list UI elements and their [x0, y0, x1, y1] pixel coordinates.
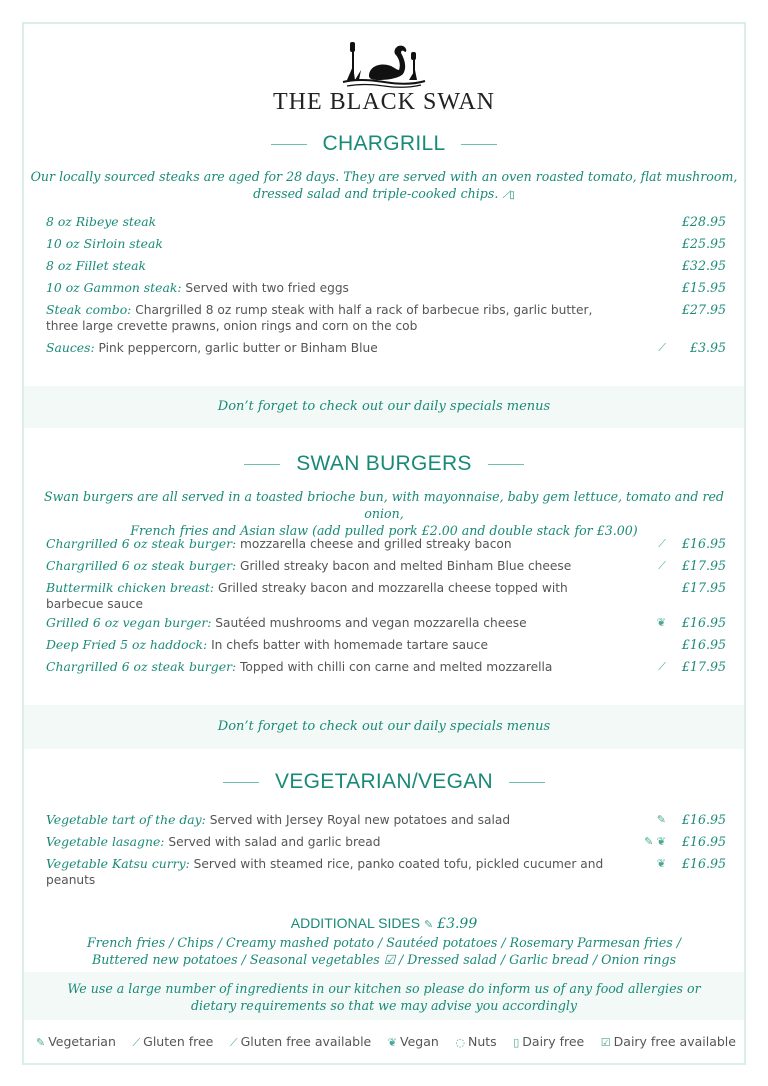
item-description: Served with two fried eggs — [181, 281, 349, 295]
item-price: £16.95 — [681, 536, 726, 551]
legend-item — [230, 1034, 371, 1050]
sides-list-line-1: French fries / Chips / Creamy mashed potato / Sautéed potatoes / Rosemary Parmesan fries / — [87, 935, 681, 950]
vegan-icon: ❦ — [387, 1036, 398, 1049]
menu-item — [46, 834, 726, 850]
gluten-free-available-icon: ⟋ — [229, 1036, 238, 1049]
menu-item — [46, 856, 726, 888]
legend-item — [132, 1034, 213, 1050]
divider-line — [509, 782, 545, 783]
swan-logo-icon — [339, 40, 429, 88]
item-name: 10 oz Gammon steak: — [46, 280, 182, 295]
specials-note-band: Don’t forget to check out our daily specials menus — [24, 386, 744, 428]
item-description: Topped with chilli con carne and melted mozzarella — [236, 660, 553, 674]
allergy-note-band: We use a large number of ingredients in our kitchen so please do inform us of any food allergies or dietary requirements so that we may advise you accordingly — [24, 972, 744, 1020]
menu-item — [46, 236, 726, 252]
divider-line — [271, 144, 307, 145]
item-price: £17.95 — [681, 659, 726, 674]
item-name: Chargrilled 6 oz steak burger: — [46, 536, 237, 551]
item-description: Sautéed mushrooms and vegan mozzarella cheese — [211, 616, 527, 630]
vegan-icon: ❦ — [656, 616, 666, 629]
gluten-free-icon: ⟋ — [658, 537, 666, 550]
item-name: Vegetable Katsu curry: — [46, 856, 190, 871]
specials-note-band-2: Don’t forget to check out our daily specials menus — [24, 705, 744, 749]
vegan-icon: ❦ — [656, 857, 666, 870]
gluten-free-icon: ⟋▯ — [502, 190, 515, 201]
divider-line — [461, 144, 497, 145]
legend-item — [36, 1034, 116, 1050]
item-description: In chefs batter with homemade tartare sauce — [207, 638, 488, 652]
item-price: £17.95 — [681, 580, 726, 595]
dairy-free-icon: ▯ — [513, 1036, 520, 1049]
vegetarian-icon: ✎ — [424, 919, 434, 931]
sides-list-line-2: Buttered new potatoes / Seasonal vegetables ☑ / Dressed salad / Garlic bread / Onion rings — [91, 952, 677, 967]
legend-label: Gluten free — [143, 1034, 214, 1049]
chargrill-items — [46, 214, 726, 362]
item-price: £32.95 — [681, 258, 726, 273]
legend-label: Nuts — [467, 1034, 497, 1049]
menu-item — [46, 258, 726, 274]
gluten-free-icon: ⟋ — [658, 559, 666, 572]
logo — [0, 40, 768, 114]
legend-label: Vegetarian — [48, 1034, 116, 1049]
item-price: £16.95 — [681, 637, 726, 652]
item-price: £3.95 — [689, 340, 726, 355]
divider-line — [223, 782, 259, 783]
item-name: Deep Fried 5 oz haddock: — [46, 637, 208, 652]
item-description: Pink peppercorn, garlic butter or Binham Blue — [94, 341, 378, 355]
legend-label: Gluten free available — [240, 1034, 372, 1049]
menu-item — [46, 812, 726, 828]
item-price: £16.95 — [681, 615, 726, 630]
vegetarian-icon: ✎ — [644, 835, 657, 848]
item-description: Served with steamed rice, panko coated tofu, pickled cucumer and peanuts — [46, 857, 604, 887]
section-title-vegetarian: VEGETARIAN/VEGAN — [0, 770, 768, 794]
brand-name: THE BLACK SWAN — [273, 89, 495, 115]
vegetarian-items — [46, 812, 726, 894]
item-price: £15.95 — [681, 280, 726, 295]
nuts-icon: ◌ — [455, 1036, 465, 1049]
item-description: Grilled streaky bacon and mozzarella cheese topped with barbecue sauce — [46, 581, 568, 611]
dietary-legend — [36, 1034, 736, 1050]
item-description: Grilled streaky bacon and melted Binham Blue cheese — [236, 559, 572, 573]
sides-price: £3.99 — [437, 916, 478, 932]
item-description: Served with salad and garlic bread — [164, 835, 381, 849]
item-name: Grilled 6 oz vegan burger: — [46, 615, 212, 630]
item-description: Chargrilled 8 oz rump steak with half a rack of barbecue ribs, garlic butter, three large crevette prawns, onion rings and corn on the cob — [46, 303, 593, 333]
item-name: Chargrilled 6 oz steak burger: — [46, 659, 237, 674]
divider-line — [244, 464, 280, 465]
item-description: mozzarella cheese and grilled streaky bacon — [236, 537, 512, 551]
item-name: Vegetable tart of the day: — [46, 812, 206, 827]
menu-item — [46, 302, 726, 334]
sides-title: ADDITIONAL SIDES — [290, 915, 421, 931]
item-name: Sauces: — [46, 340, 95, 355]
menu-item — [46, 580, 726, 612]
legend-label: Dairy free — [522, 1034, 585, 1049]
item-name: 8 oz Fillet steak — [46, 258, 147, 273]
menu-item — [46, 659, 726, 675]
section-title-burgers: SWAN BURGERS — [0, 452, 768, 476]
legend-item — [601, 1034, 736, 1050]
item-price: £27.95 — [681, 302, 726, 317]
item-name: Chargrilled 6 oz steak burger: — [46, 558, 237, 573]
item-name: Vegetable lasagne: — [46, 834, 165, 849]
legend-label: Dairy free available — [613, 1034, 736, 1049]
item-price: £17.95 — [681, 558, 726, 573]
gluten-free-icon: ⟋ — [658, 660, 666, 673]
gluten-free-icon: ⟋ — [132, 1036, 141, 1049]
item-price: £16.95 — [681, 812, 726, 827]
item-name: Steak combo: — [46, 302, 132, 317]
menu-item — [46, 615, 726, 631]
item-price: £16.95 — [681, 856, 726, 871]
menu-item — [46, 536, 726, 552]
menu-item — [46, 280, 726, 296]
chargrill-intro: Our locally sourced steaks are aged for 28 days. They are served with an oven roasted tomato, flat mushroom, dressed salad and triple-cooked chips. ⟋▯ — [30, 169, 738, 201]
burgers-intro: Swan burgers are all served in a toasted brioche bun, with mayonnaise, baby gem lettuce, tomato and red onion, French fries and Asian slaw (add pulled pork £2.00 and double stack for £3.00) — [44, 489, 724, 538]
item-price: £25.95 — [681, 236, 726, 251]
burgers-items — [46, 536, 726, 681]
item-price: £28.95 — [681, 214, 726, 229]
legend-item — [388, 1034, 439, 1050]
section-title-chargrill: CHARGRILL — [0, 132, 768, 156]
item-price: £16.95 — [681, 834, 726, 849]
item-name: 10 oz Sirloin steak — [46, 236, 163, 251]
menu-item — [46, 214, 726, 230]
gluten-free-icon: ⟋ — [658, 341, 666, 354]
divider-line — [488, 464, 524, 465]
vegetarian-icon: ✎ — [656, 813, 666, 826]
additional-sides — [0, 914, 768, 968]
dairy-free-available-icon: ☑ — [600, 1036, 611, 1049]
menu-item — [46, 558, 726, 574]
legend-item — [455, 1034, 496, 1050]
item-description: Served with Jersey Royal new potatoes and salad — [205, 813, 511, 827]
vegan-icon: ❦ — [656, 835, 666, 848]
legend-item — [513, 1034, 584, 1050]
menu-item — [46, 340, 726, 356]
item-name: Buttermilk chicken breast: — [46, 580, 215, 595]
item-name: 8 oz Ribeye steak — [46, 214, 157, 229]
legend-label: Vegan — [400, 1034, 439, 1049]
vegetarian-icon: ✎ — [36, 1036, 46, 1049]
menu-item — [46, 637, 726, 653]
